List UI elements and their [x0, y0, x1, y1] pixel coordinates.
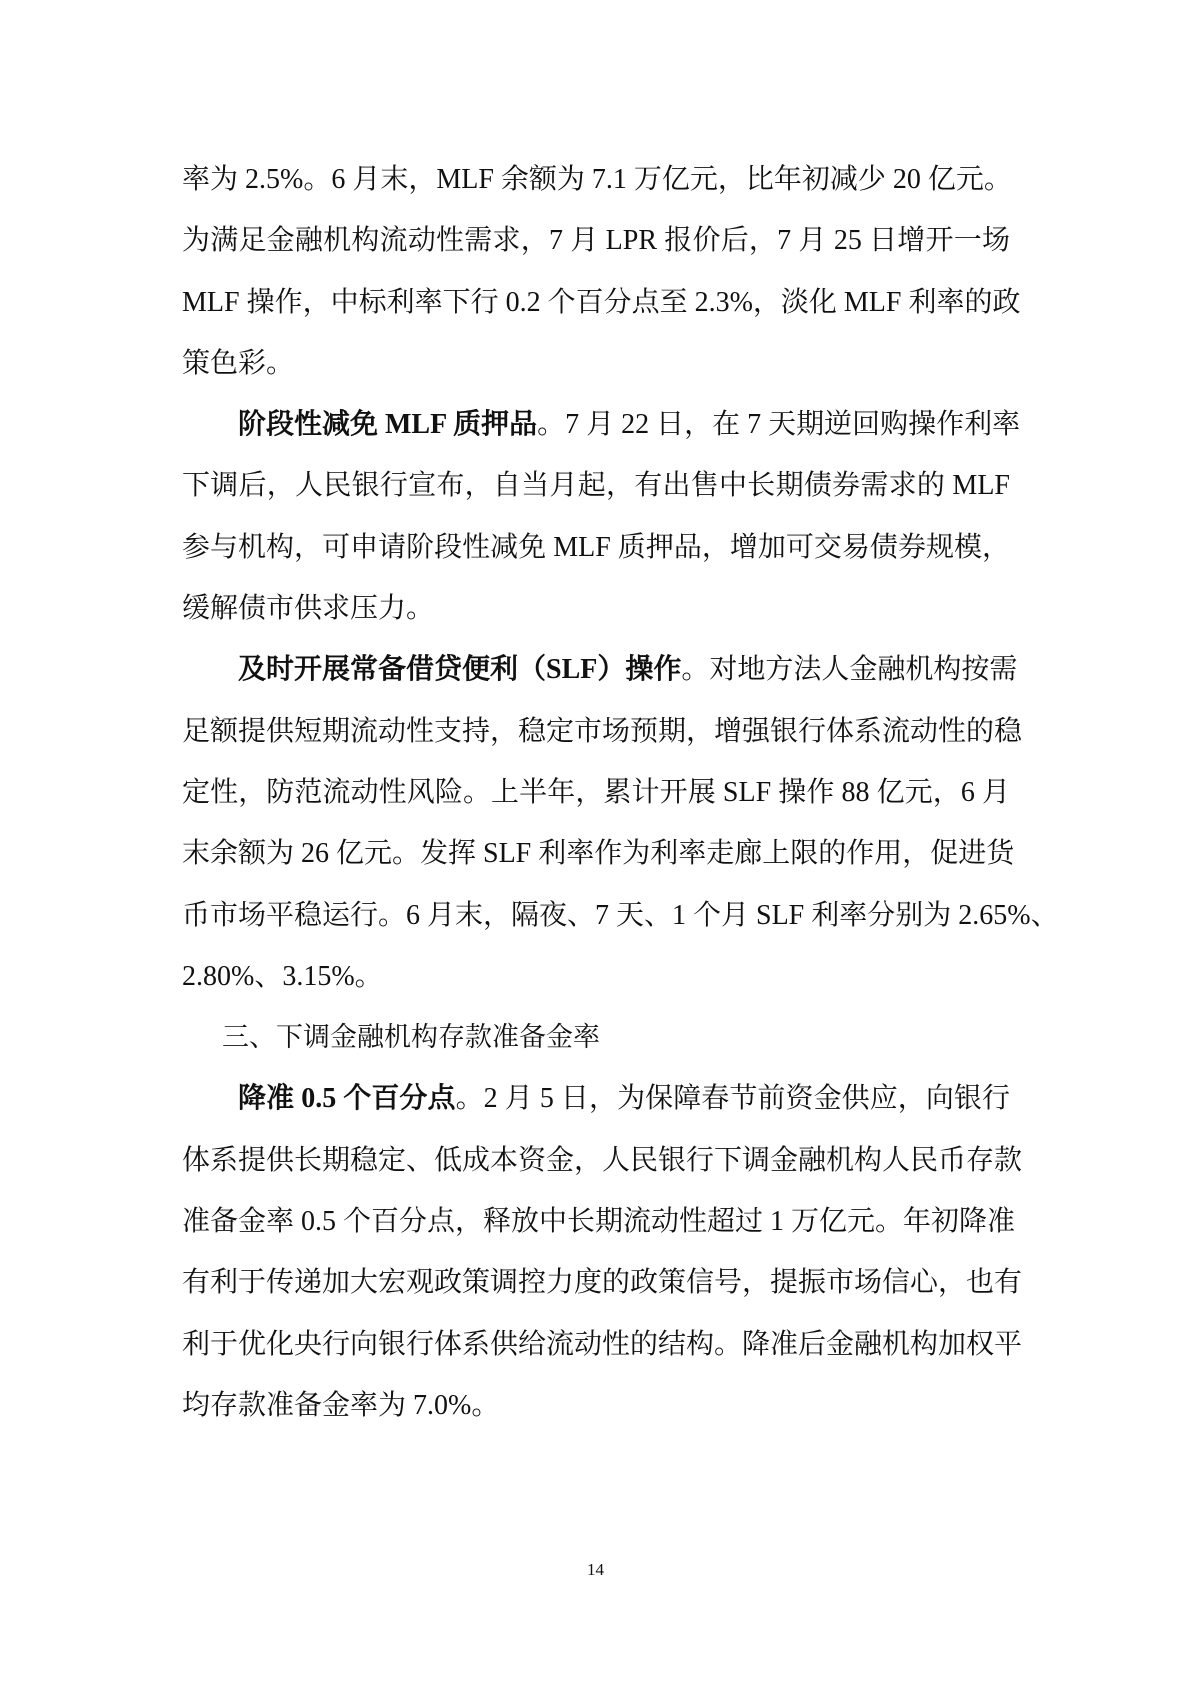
paragraph: [182, 1068, 1023, 1436]
text-line: [182, 1130, 1023, 1191]
paragraph: [182, 394, 1021, 639]
text-line: [182, 455, 1010, 516]
text-run: 参与机构，可申请阶段性减免 MLF 质押品，增加可交易债券规模，: [182, 531, 1010, 563]
bold-lead-text: 降准 0.5 个百分点: [238, 1083, 456, 1115]
text-run: 币市场平稳运行。6 月末，隔夜、7 天、1 个月 SLF 利率分别为 2.65%、: [182, 899, 1059, 931]
text-run: 三、下调金融机构存款准备金率: [222, 1022, 600, 1054]
text-run: 。对地方法人金融机构按需: [681, 654, 1018, 686]
text-run: 体系提供长期稳定、低成本资金，人民银行下调金融机构人民币存款: [182, 1144, 1023, 1176]
text-line: [182, 1068, 1010, 1129]
text-line: [182, 1375, 1010, 1436]
text-line: [182, 1314, 1023, 1375]
text-run: 率为 2.5%。6 月末，MLF 余额为 7.1 万亿元，比年初减少 20 亿元。: [182, 164, 1012, 195]
text-run: 策色彩。: [182, 347, 295, 379]
text-run: 2.80%、3.15%。: [182, 960, 383, 992]
text-line: [182, 639, 1018, 700]
text-line: [182, 149, 1010, 210]
text-run: 定性，防范流动性风险。上半年，累计开展 SLF 操作 88 亿元，6 月: [182, 776, 1010, 808]
text-run: 。7 月 22 日，在 7 天期逆回购操作利率: [537, 409, 1021, 441]
text-line: [182, 823, 1015, 884]
text-line: [182, 333, 1010, 394]
document-body: [182, 149, 1059, 1436]
text-run: 足额提供短期流动性支持，稳定市场预期，增强银行体系流动性的稳: [182, 715, 1023, 747]
text-line: [182, 210, 1010, 271]
text-line: [182, 1007, 1010, 1068]
text-line: [182, 1252, 1023, 1313]
paragraph: [182, 639, 1059, 1007]
text-run: 均存款准备金率为 7.0%。: [182, 1389, 500, 1421]
text-line: [182, 272, 1021, 333]
page-number: 14: [587, 1560, 604, 1579]
paragraph: [182, 149, 1021, 394]
text-line: [182, 1191, 1016, 1252]
bold-lead-text: 及时开展常备借贷便利（SLF）操作: [238, 654, 682, 686]
text-run: 。2 月 5 日，为保障春节前资金供应，向银行: [455, 1083, 1010, 1115]
text-run: 为满足金融机构流动性需求，7 月 LPR 报价后，7 月 25 日增开一场: [182, 225, 1010, 257]
text-line: [182, 701, 1023, 762]
text-line: [182, 762, 1010, 823]
text-run: 下调后，人民银行宣布，自当月起，有出售中长期债券需求的 MLF: [182, 470, 1010, 502]
text-run: 有利于传递加大宏观政策调控力度的政策信号，提振市场信心，也有: [182, 1267, 1023, 1299]
text-line: [182, 946, 1010, 1007]
section-heading: [182, 1007, 1010, 1068]
text-line: [182, 885, 1059, 946]
text-run: 利于优化央行向银行体系供给流动性的结构。降准后金融机构加权平: [182, 1328, 1023, 1360]
text-run: MLF 操作，中标利率下行 0.2 个百分点至 2.3%，淡化 MLF 利率的政: [182, 286, 1021, 318]
text-line: [182, 517, 1010, 578]
text-run: 缓解债市供求压力。: [182, 593, 435, 625]
bold-lead-text: 阶段性减免 MLF 质押品: [238, 409, 538, 441]
text-line: [182, 394, 1021, 455]
text-run: 末余额为 26 亿元。发挥 SLF 利率作为利率走廊上限的作用，促进货: [182, 838, 1015, 870]
text-run: 准备金率 0.5 个百分点，释放中长期流动性超过 1 万亿元。年初降准: [182, 1206, 1016, 1238]
text-line: [182, 578, 1010, 639]
